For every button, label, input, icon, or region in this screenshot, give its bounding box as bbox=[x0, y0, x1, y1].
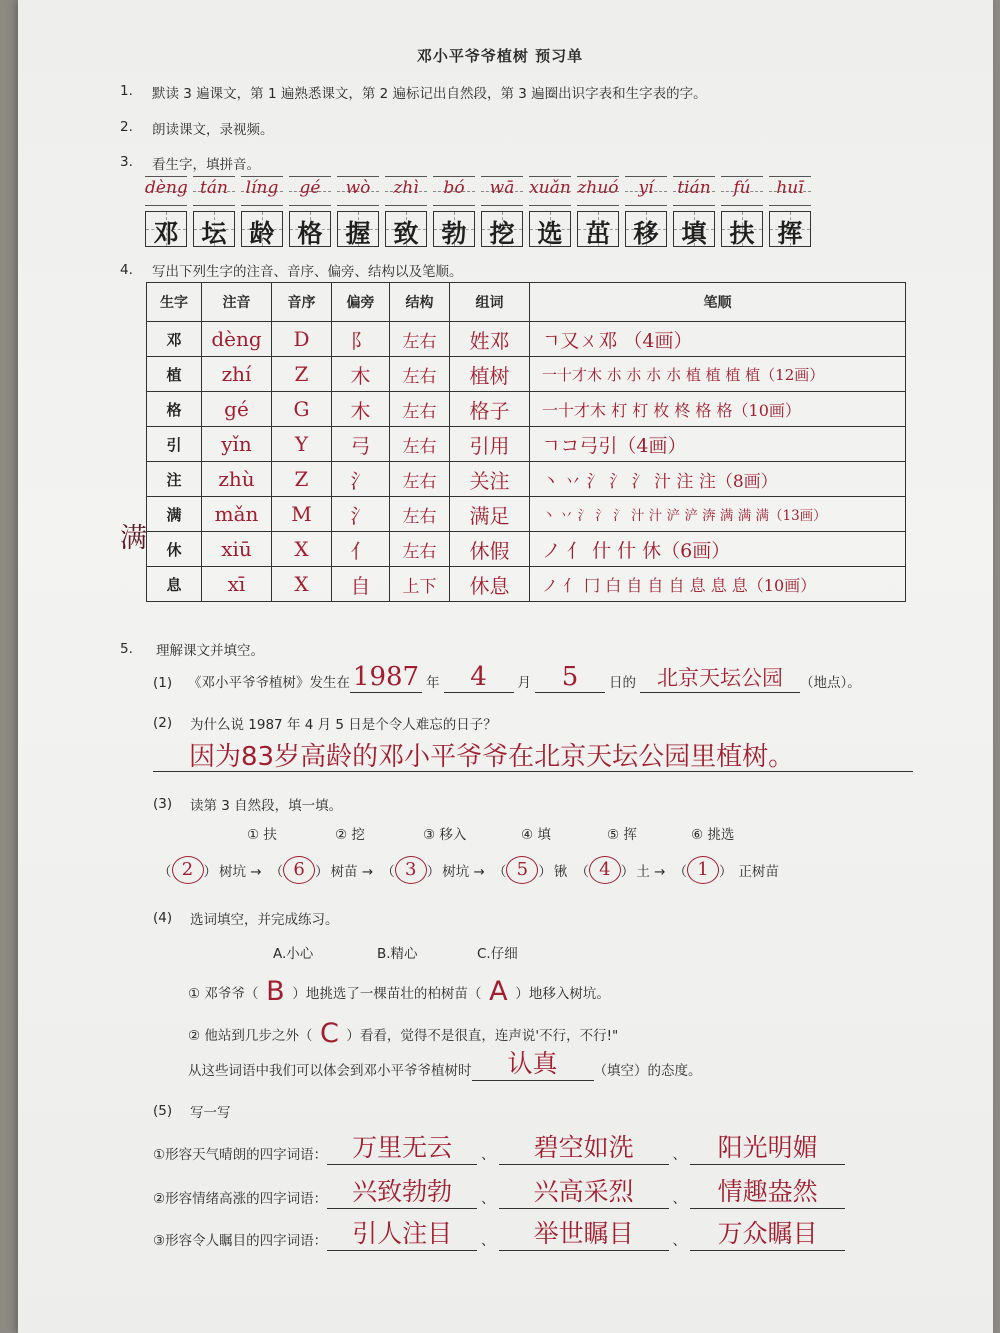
stroke-answer: ノ 亻 什 什 休（6画） bbox=[530, 532, 906, 567]
stroke-answer: 丶 丷 氵 氵 氵 汁 注 注（8画） bbox=[530, 462, 906, 497]
option-item: ④ 填 bbox=[521, 827, 551, 843]
structure-answer: 左右 bbox=[390, 497, 450, 532]
table-row bbox=[147, 322, 906, 357]
char-cell: 休 bbox=[147, 532, 202, 567]
radical-answer: 弓 bbox=[332, 427, 390, 462]
page-title: 邓小平爷爷植树 预习单 bbox=[416, 47, 584, 65]
p5-number: (5) bbox=[153, 1103, 173, 1119]
pinyin-row bbox=[145, 176, 811, 206]
character-box: 填 bbox=[673, 211, 715, 247]
structure-answer: 左右 bbox=[390, 322, 450, 357]
q1-number: 1. bbox=[120, 83, 133, 99]
character-box: 握 bbox=[337, 211, 379, 247]
p3-options bbox=[247, 823, 734, 843]
table-header: 笔顺 bbox=[530, 283, 906, 322]
p3-sequence: （ 2 ） 树坑 → （ 6 ） 树苗 → （ 3 ） 树坑 → （ 5 ） 锹 （ 4 ） 土 → （ 1 ） 正树苗 bbox=[158, 856, 779, 884]
pinyin-cell: gé bbox=[289, 176, 331, 206]
q3-number: 3. bbox=[120, 154, 133, 170]
q5-number: 5. bbox=[120, 641, 133, 657]
word-answer: 满足 bbox=[450, 497, 530, 532]
table-header: 结构 bbox=[390, 283, 450, 322]
p4-choices bbox=[273, 942, 518, 962]
stroke-answer: 丶 丷 氵 氵 氵 汁 汁 浐 浐 渀 满 满 满（13画） bbox=[530, 497, 906, 532]
word-answer: 格子 bbox=[450, 392, 530, 427]
table-header: 组词 bbox=[450, 283, 530, 322]
pinyin-answer: xī bbox=[202, 567, 272, 602]
character-box: 挥 bbox=[769, 211, 811, 247]
day-blank: 5 bbox=[535, 662, 605, 693]
word-answer: 关注 bbox=[450, 462, 530, 497]
sequence-answer: 3 bbox=[395, 856, 427, 884]
option-item: ⑥ 挑选 bbox=[691, 827, 735, 843]
p5-line-3: ③形容令人瞩目的四字词语： 引人注目 、 举世瞩目 、 万众瞩目 bbox=[153, 1214, 845, 1251]
pinyin-answer: yǐn bbox=[202, 427, 272, 462]
idiom-answer: 阳光明媚 bbox=[690, 1128, 845, 1165]
stroke-answer: ㄱコ弓引（4画） bbox=[530, 427, 906, 462]
structure-answer: 左右 bbox=[390, 427, 450, 462]
sequence-answer: 4 bbox=[589, 856, 621, 884]
idiom-answer: 万众瞩目 bbox=[690, 1214, 845, 1251]
pinyin-cell: fú bbox=[721, 176, 763, 206]
pinyin-answer: mǎn bbox=[202, 497, 272, 532]
q2-number: 2. bbox=[120, 119, 133, 135]
pinyin-cell: tán bbox=[193, 176, 235, 206]
char-cell: 引 bbox=[147, 427, 202, 462]
pinyin-cell: yí bbox=[625, 176, 667, 206]
choice-answer: A bbox=[489, 976, 508, 1007]
char-cell: 格 bbox=[147, 392, 202, 427]
character-box: 勃 bbox=[433, 211, 475, 247]
place-blank: 北京天坛公园 bbox=[640, 662, 800, 693]
p3-number: (3) bbox=[153, 796, 173, 812]
p4-text: 选词填空，并完成练习。 bbox=[190, 912, 339, 928]
table-header: 生字 bbox=[147, 283, 202, 322]
p1-sentence: 《邓小平爷爷植树》发生在 1987 年 4 月 5 日的 北京天坛公园 （地点）。 bbox=[188, 662, 861, 692]
p3-text: 读第 3 自然段，填一填。 bbox=[190, 798, 343, 814]
p4-sentence-3: 从这些词语中我们可以体会到邓小平爷爷植树时 认真 （填空）的态度。 bbox=[188, 1044, 702, 1081]
table-row bbox=[147, 532, 906, 567]
q1-text: 默读 3 遍课文，第 1 遍熟悉课文，第 2 遍标记出自然段，第 3 遍圈出识字表和生字表的字。 bbox=[152, 86, 707, 102]
character-box: 邓 bbox=[145, 211, 187, 247]
q4-number: 4. bbox=[120, 262, 133, 278]
option-item: ③ 移入 bbox=[423, 827, 467, 843]
option-item: ⑤ 挥 bbox=[607, 827, 637, 843]
pinyin-cell: dèng bbox=[145, 176, 187, 206]
table-header: 音序 bbox=[272, 283, 332, 322]
margin-correction: 满 bbox=[120, 523, 147, 554]
char-cell: 满 bbox=[147, 497, 202, 532]
pinyin-answer: xiū bbox=[202, 532, 272, 567]
sequence-answer: 5 bbox=[506, 856, 538, 884]
sequence-answer: Z bbox=[272, 357, 332, 392]
radical-answer: 自 bbox=[332, 567, 390, 602]
radical-answer: 亻 bbox=[332, 532, 390, 567]
pinyin-cell: líng bbox=[241, 176, 283, 206]
q5-text: 理解课文并填空。 bbox=[156, 643, 264, 659]
word-answer: 姓邓 bbox=[450, 322, 530, 357]
choice-item: C.仔细 bbox=[477, 946, 518, 962]
word-answer: 引用 bbox=[450, 427, 530, 462]
p5-text: 写一写 bbox=[190, 1105, 231, 1121]
idiom-answer: 万里无云 bbox=[327, 1128, 477, 1165]
p4-sentence-1: ① 邓爷爷（ B ）地挑选了一棵苗壮的柏树苗（ A ）地移入树坑。 bbox=[188, 976, 610, 1007]
sequence-answer: G bbox=[272, 392, 332, 427]
stroke-answer: 一十才木 朩 朩 朩 朩 植 植 植 植（12画） bbox=[530, 357, 906, 392]
character-box: 扶 bbox=[721, 211, 763, 247]
radical-answer: 阝 bbox=[332, 322, 390, 357]
char-cell: 注 bbox=[147, 462, 202, 497]
character-row bbox=[145, 211, 811, 249]
month-blank: 4 bbox=[444, 662, 514, 693]
structure-answer: 左右 bbox=[390, 392, 450, 427]
table-row bbox=[147, 497, 906, 532]
stroke-answer: ㄱ又ㄨ邓 （4画） bbox=[530, 322, 906, 357]
char-cell: 邓 bbox=[147, 322, 202, 357]
idiom-answer: 兴致勃勃 bbox=[327, 1172, 477, 1209]
p2-number: (2) bbox=[153, 715, 173, 731]
pinyin-cell: zhì bbox=[385, 176, 427, 206]
radical-answer: 木 bbox=[332, 357, 390, 392]
radical-answer: 氵 bbox=[332, 497, 390, 532]
stroke-answer: ノ 亻 冂 白 自 自 自 息 息 息（10画） bbox=[530, 567, 906, 602]
structure-answer: 左右 bbox=[390, 462, 450, 497]
character-box: 茁 bbox=[577, 211, 619, 247]
pinyin-answer: zhí bbox=[202, 357, 272, 392]
char-cell: 植 bbox=[147, 357, 202, 392]
idiom-answer: 兴高采烈 bbox=[499, 1172, 669, 1209]
table-row bbox=[147, 427, 906, 462]
choice-answer: C bbox=[319, 1018, 339, 1049]
year-blank: 1987 bbox=[350, 662, 422, 693]
q2-text: 朗读课文，录视频。 bbox=[152, 122, 274, 138]
table-row bbox=[147, 567, 906, 602]
pinyin-cell: huī bbox=[769, 176, 811, 206]
pinyin-cell: bó bbox=[433, 176, 475, 206]
word-answer: 休息 bbox=[450, 567, 530, 602]
character-box: 龄 bbox=[241, 211, 283, 247]
p5-line-1: ①形容天气晴朗的四字词语： 万里无云 、 碧空如洗 、 阳光明媚 bbox=[153, 1128, 845, 1165]
idiom-answer: 举世瞩目 bbox=[499, 1214, 669, 1251]
stroke-answer: 一十才木 朾 朾 枚 柊 格 格（10画） bbox=[530, 392, 906, 427]
sequence-answer: X bbox=[272, 532, 332, 567]
table-row bbox=[147, 357, 906, 392]
character-box: 致 bbox=[385, 211, 427, 247]
pinyin-cell: zhuó bbox=[577, 176, 619, 206]
idiom-answer: 引人注目 bbox=[327, 1214, 477, 1251]
attitude-blank: 认真 bbox=[472, 1044, 594, 1081]
pinyin-answer: gé bbox=[202, 392, 272, 427]
sequence-answer: 6 bbox=[283, 856, 315, 884]
choice-item: B.精心 bbox=[377, 946, 418, 962]
pinyin-answer: zhù bbox=[202, 462, 272, 497]
p1-number: (1) bbox=[153, 675, 173, 691]
char-cell: 息 bbox=[147, 567, 202, 602]
sequence-answer: Z bbox=[272, 462, 332, 497]
option-item: ② 挖 bbox=[335, 827, 365, 843]
idiom-answer: 情趣盎然 bbox=[690, 1172, 845, 1209]
table-row bbox=[147, 462, 906, 497]
character-box: 格 bbox=[289, 211, 331, 247]
character-box: 坛 bbox=[193, 211, 235, 247]
table-header: 偏旁 bbox=[332, 283, 390, 322]
choice-item: A.小心 bbox=[273, 946, 314, 962]
p4-sentence-2: ② 他站到几步之外（ C ）看看，觉得不是很直，连声说'不行，不行!" bbox=[188, 1018, 619, 1049]
sequence-answer: D bbox=[272, 322, 332, 357]
structure-answer: 左右 bbox=[390, 357, 450, 392]
pinyin-cell: xuǎn bbox=[529, 176, 571, 206]
pinyin-answer: dèng bbox=[202, 322, 272, 357]
idiom-answer: 碧空如洗 bbox=[499, 1128, 669, 1165]
p4-number: (4) bbox=[153, 910, 173, 926]
structure-answer: 左右 bbox=[390, 532, 450, 567]
character-box: 挖 bbox=[481, 211, 523, 247]
sequence-answer: X bbox=[272, 567, 332, 602]
character-box: 选 bbox=[529, 211, 571, 247]
sequence-answer: 2 bbox=[172, 856, 204, 884]
word-answer: 植树 bbox=[450, 357, 530, 392]
q4-text: 写出下列生字的注音、音序、偏旁、结构以及笔顺。 bbox=[152, 264, 463, 280]
pinyin-cell: wò bbox=[337, 176, 379, 206]
word-answer: 休假 bbox=[450, 532, 530, 567]
radical-answer: 木 bbox=[332, 392, 390, 427]
table-header-row bbox=[147, 283, 906, 322]
table-row bbox=[147, 392, 906, 427]
table-header: 注音 bbox=[202, 283, 272, 322]
p5-line-2: ②形容情绪高涨的四字词语： 兴致勃勃 、 兴高采烈 、 情趣盎然 bbox=[153, 1172, 845, 1209]
character-box: 移 bbox=[625, 211, 667, 247]
option-item: ① 扶 bbox=[247, 827, 277, 843]
sequence-answer: Y bbox=[272, 427, 332, 462]
radical-answer: 氵 bbox=[332, 462, 390, 497]
p2-answer: 因为83岁高龄的邓小平爷爷在北京天坛公园里植树。 bbox=[153, 736, 913, 772]
sequence-answer: 1 bbox=[687, 856, 719, 884]
character-table bbox=[146, 282, 906, 602]
pinyin-cell: wā bbox=[481, 176, 523, 206]
choice-answer: B bbox=[266, 976, 285, 1007]
q3-text: 看生字，填拼音。 bbox=[152, 157, 260, 173]
structure-answer: 上下 bbox=[390, 567, 450, 602]
sequence-answer: M bbox=[272, 497, 332, 532]
p2-question: 为什么说 1987 年 4 月 5 日是个令人难忘的日子？ bbox=[190, 717, 497, 733]
pinyin-cell: tián bbox=[673, 176, 715, 206]
